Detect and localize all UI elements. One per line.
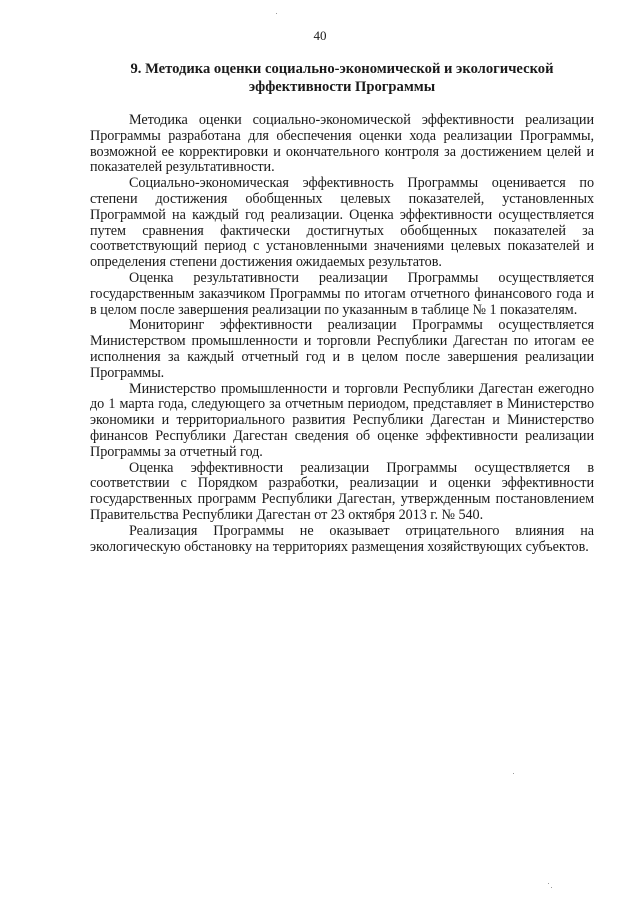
scan-speck: [551, 887, 552, 888]
paragraph: Методика оценки социально-экономической эффективности реализации Программы разработана для обеспечения оценки хода реализации Программы, возможной ее корректировки и окончательного контроля за достижением целей и показателей результативности.: [90, 112, 594, 176]
paragraph: Социально-экономическая эффективность Программы оценивается по степени достижения обобщенных целевых показателей, установленных Программой на каждый год реализации. Оценка эффективности осуществляется путем сравнения фактически достигнутых обобщенных показателей за соответствующий период с установленными значениями целевых показателей и определения степени достижения ожидаемых результатов.: [90, 175, 594, 271]
paragraph: Оценка результативности реализации Программы осуществляется государственным заказчиком Программы по итогам отчетного финансового года и в целом после завершения реализации по указанным в таблице № 1 показателям.: [90, 269, 594, 318]
paragraph: Мониторинг эффективности реализации Программы осуществляется Министерством промышленности и торговли Республики Дагестан по итогам ее исполнения за каждый отчетный год и в целом после завершения реализации Программы.: [90, 317, 594, 381]
paragraph: Министерство промышленности и торговли Республики Дагестан ежегодно до 1 марта года, следующего за отчетным периодом, представляет в Министерство экономики и территориального развития Республики Дагестан и Министерство финансов Республики Дагестан сведения об оценке эффективности реализации Программы за отчетный год.: [90, 380, 594, 460]
scan-speck: [276, 13, 277, 14]
scan-speck: [548, 883, 549, 884]
paragraph: Оценка эффективности реализации Программы осуществляется в соответствии с Порядком разработки, реализации и оценки эффективности государственных программ Республики Дагестан, утвержденным постановлением Правительства Республики Дагестан от 23 октября 2013 г. № 540.: [90, 459, 594, 523]
scan-speck: [513, 773, 514, 774]
page-number: 40: [313, 28, 327, 43]
body-text: [90, 113, 594, 555]
section-heading: 9. Методика оценки социально-экономической и экологической эффективности Программы: [130, 61, 554, 95]
paragraph: Реализация Программы не оказывает отрицательного влияния на экологическую обстановку на территориях размещения хозяйствующих субъектов.: [90, 522, 594, 555]
